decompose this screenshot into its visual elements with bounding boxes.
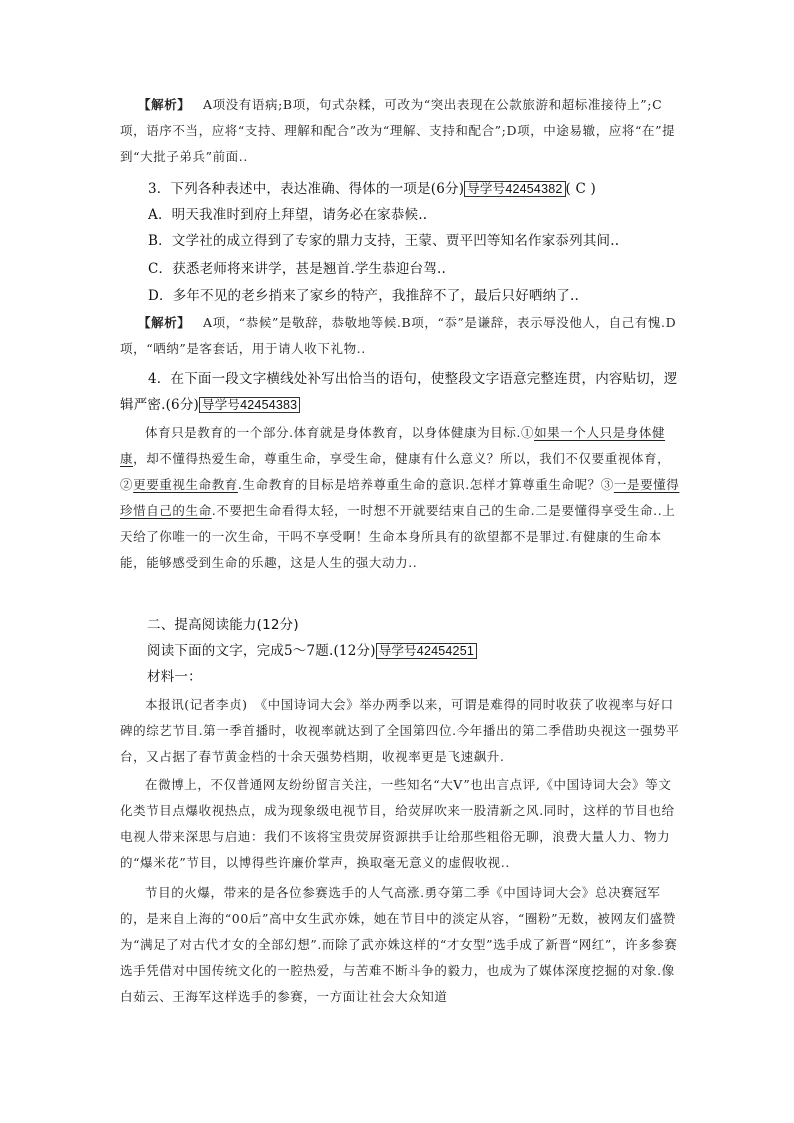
q2-analysis: [120, 92, 680, 170]
guide-code: 导学号42454251: [376, 643, 477, 659]
q3-analysis: [120, 310, 680, 362]
guide-code: 导学号42454383: [199, 397, 300, 413]
answer: ( C ): [565, 181, 596, 197]
option-a: A．明天我准时到府上拜望，请务必在家恭候..: [148, 207, 428, 223]
analysis-text: A项，“恭候”是敬辞，恭敬地等候.B项，“忝”是谦辞，表示辱没他人，自己有愧.D项，“哂纳”是客套话，用于请人收下礼物..: [120, 315, 677, 356]
section-title: 二、提高阅读能力(12分): [147, 617, 299, 633]
reading-intro: 阅读下面的文字，完成5～7题.(12分) 导学号42454251: [120, 638, 680, 664]
material-paragraph-3: 节目的火爆，带来的是各位参赛选手的人气高涨.勇夺第二季《中国诗词大会》总决赛冠军的，是来自上海的“00后”高中女生武亦姝，她在节目中的淡定从容，“圈粉”无数，被网友们盛赞为“满足了对古代才女的全部幻想”.而除了武亦姝这样的“才女型”选手成了新晋“网红”，许多参赛选手凭借对中国传统文化的一腔热爱，与苦难不断斗争的毅力，也成为了媒体深度挖掘的对象.像白茹云、王海军这样选手的参赛，一方面让社会大众知道: [120, 885, 678, 1004]
answer-blank-1: 如果一个人只是身体健康: [120, 425, 666, 466]
material-paragraph-1: 本报讯(记者李贞) 《中国诗词大会》举办两季以来，可谓是难得的同时收获了收视率与好口碑的综艺节目.第一季首播时，收视率就达到了全国第四位.今年播出的第二季借助央视这一强势平台，又占据了春节黄金档的十余天强势档期，收视率更是飞速飙升.: [120, 697, 680, 764]
guide-code: 导学号42454382: [464, 181, 565, 197]
answer-blank-3: 一是要懂得珍惜自己的生命: [120, 477, 680, 518]
analysis-tag: 【解析】: [138, 97, 191, 112]
q4-passage: 体育只是教育的一个部分.体育就是身体教育，以身体健康为目标.①如果一个人只是身体健康，却不懂得热爱生命，尊重生命，享受生命，健康有什么意义？所以，我们不仅要重视体育，②更要重视生命教育.生命教育的目标是培养尊重生命的意识.怎样才算尊重生命呢？③一是要懂得珍惜自己的生命.不要把生命看得太轻，一时想不开就要结束自己的生命.二是要懂得享受生命..上天给了你唯一的一次生命，干吗不享受啊！生命本身所具有的欲望都不是罪过.有健康的生命本能，能够感受到生命的乐趣，这是人生的强大动力..: [120, 425, 680, 570]
material-label: 材料一：: [147, 669, 202, 685]
option-c: C．获悉老师将来讲学，甚是翘首.学生恭迎台驾..: [148, 261, 447, 277]
option-d: D．多年不见的老乡捎来了家乡的特产，我推辞不了，最后只好哂纳了..: [148, 288, 580, 304]
answer-blank-2: 更要重视生命教育: [133, 477, 238, 492]
question-3-stem: 3．下列各种表述中，表达准确、得体的一项是(6分) 导学号42454382 ( C ): [148, 181, 596, 197]
analysis-text: A项没有语病;B项，句式杂糅，可改为“突出表现在公款旅游和超标准接待上”;C项，语序不当，应将“支持、理解和配合”改为“理解、支持和配合”;D项，中途易辙，应将“在”提到“大批子弟兵”前面..: [120, 97, 676, 164]
analysis-tag: 【解析】: [138, 315, 191, 330]
question-4-stem: 4．在下面一段文字横线处补写出恰当的语句，使整段文字语意完整连贯，内容贴切，逻辑严密.(6分) 导学号42454383: [120, 371, 678, 413]
material-paragraph-2: 在微博上，不仅普通网友纷纷留言关注，一些知名“大V”也出言点评,《中国诗词大会》等文化类节目点爆收视热点，成为现象级电视节目，给荧屏吹来一股清新之风.同时，这样的节目也给电视人带来深思与启迪：我们不该将宝贵荧屏资源拱手让给那些粗俗无聊，浪费大量人力、物力的“爆米花”节目，以博得些许廉价掌声，换取毫无意义的虚假收视..: [120, 777, 675, 870]
option-b: B．文学社的成立得到了专家的鼎力支持，王蒙、贾平凹等知名作家忝列其间..: [148, 233, 620, 249]
